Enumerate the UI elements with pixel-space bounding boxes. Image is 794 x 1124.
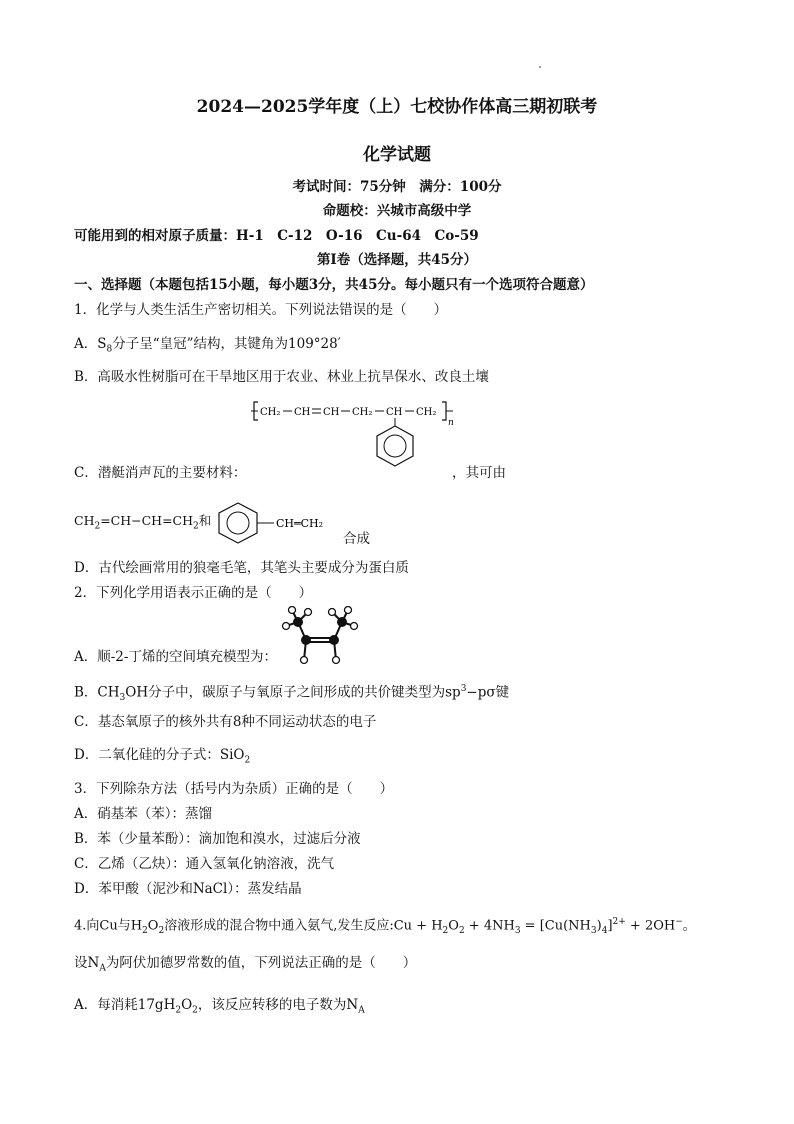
q1-option-c-monomers: $CH_2=CH-CH=CH_2$和 — [74, 513, 212, 532]
polymer-group-4: CH₂ — [352, 407, 373, 418]
paper-subtitle: 化学试题 — [363, 145, 431, 165]
exam-title: 2024—2025学年度（上）七校协作体高三期初联考 — [196, 97, 598, 117]
q2-option-d: D．二氧化硅的分子式：SiO$_2$ — [74, 747, 251, 766]
q4-stem: 4.向Cu与$H_2O_2$溶液形成的混合物中通入氨气,发生反应:Cu + $H_2O_2 + 4NH_3 = [Cu(NH_3)_4]^{2+} + 2OH^-$。 — [74, 917, 696, 936]
q3-option-c: C．乙烯（乙炔）：通入氢氧化钠溶液，洗气 — [74, 856, 335, 872]
q1-option-d: D．古代绘画常用的狼毫毛笔，其笔头主要成分为蛋白质 — [74, 560, 409, 576]
q1-he-cheng: 合成 — [343, 531, 370, 547]
q3-option-a: A．硝基苯（苯）：蒸馏 — [74, 806, 212, 822]
exam-info: 考试时间：75分钟 满分：100分 — [292, 179, 502, 195]
setter-school: 命题校：兴城市高级中学 — [322, 203, 472, 219]
polymer-group-6: CH₂ — [416, 407, 437, 418]
styrene-structure — [214, 500, 344, 544]
atomic-masses: 可能用到的相对原子质量：H-1 C-12 O-16 Cu-64 Co-59 — [74, 228, 479, 244]
q1-option-c: C．潜艇消声瓦的主要材料： — [74, 465, 247, 481]
q1-option-b: B．高吸水性树脂可在干旱地区用于农业、林业上抗旱保水、改良土壤 — [74, 369, 489, 385]
polymer-group-2: CH — [294, 407, 311, 418]
cis-2-butene-space-filling-model — [278, 606, 362, 668]
q2-stem: 2．下列化学用语表示正确的是（ ） — [74, 585, 313, 601]
polymer-group-5: CH — [386, 407, 403, 418]
q1-option-a: A．$S_8$分子呈“皇冠”结构，其键角为109°28′ — [74, 336, 341, 355]
section-heading: 一、选择题（本题包括15小题，每小题3分，共45分。每小题只有一个选项符合题意） — [74, 277, 594, 293]
volume-heading: 第Ⅰ卷（选择题，共45分） — [316, 252, 478, 268]
scan-speck — [539, 66, 541, 68]
q2-option-b: B．$CH_3OH$分子中，碳原子与氧原子之间形成的共价键类型为$sp^3-p\sigma$键 — [74, 684, 510, 704]
q4-na-statement: 设$N_A$为阿伏加德罗常数的值，下列说法正确的是（ ） — [74, 955, 417, 974]
q1-option-c-tail: ，其可由 — [452, 465, 506, 481]
q4-option-a: A．每消耗$17gH_2O_2$，该反应转移的电子数为$N_A$ — [74, 997, 365, 1016]
q2-option-c: C．基态氧原子的核外共有8种不同运动状态的电子 — [74, 714, 377, 730]
polymer-n: n — [448, 418, 454, 428]
q2-option-a: A．顺-2-丁烯的空间填充模型为： — [74, 649, 277, 665]
q3-option-d: D．苯甲酸（泥沙和NaCl）：蒸发结晶 — [74, 881, 302, 897]
q3-stem: 3．下列除杂方法（括号内为杂质）正确的是（ ） — [74, 781, 394, 797]
polymer-group-3: CH — [323, 407, 340, 418]
polymer-structure-diagram — [250, 398, 460, 478]
q1-stem: 1．化学与人类生活生产密切相关。下列说法错误的是（ ） — [74, 302, 448, 318]
vinyl-group: CH═CH₂ — [276, 517, 324, 530]
polymer-group-1: CH₂ — [260, 407, 281, 418]
q3-option-b: B．苯（少量苯酚）：滴加饱和溴水，过滤后分液 — [74, 831, 361, 847]
